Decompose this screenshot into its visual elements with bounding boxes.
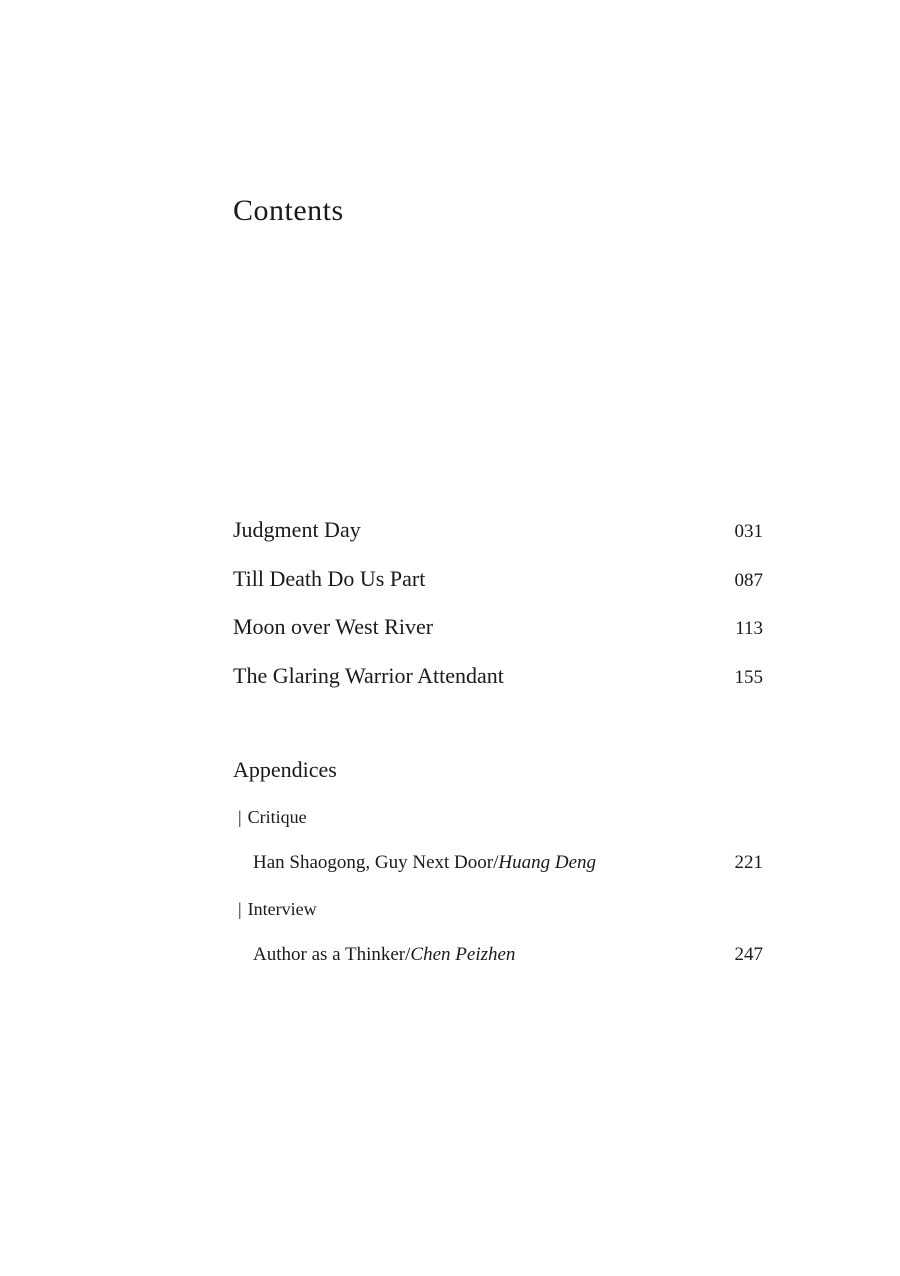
toc-entry-page: 031: [734, 521, 763, 542]
toc-entry-title: Judgment Day: [233, 517, 361, 542]
toc-entry-page: 087: [734, 570, 763, 591]
toc-entry-han-shaogong[interactable]: [253, 851, 763, 875]
appendix-section-critique: [238, 806, 307, 828]
toc-entry-page: 221: [734, 852, 763, 873]
section-label: Critique: [247, 807, 307, 827]
toc-entry-page: 113: [735, 618, 763, 639]
toc-entry-title: Till Death Do Us Part: [233, 566, 426, 591]
section-label: Interview: [247, 899, 317, 919]
toc-entry-moon-over-west-river[interactable]: [233, 614, 763, 640]
toc-entry-title: Moon over West River: [233, 614, 434, 639]
section-marker: |: [238, 807, 242, 827]
section-marker: |: [238, 899, 242, 919]
toc-entry-title: [253, 943, 515, 967]
entry-author: Huang Deng: [498, 852, 597, 873]
appendices-heading: Appendices: [233, 757, 337, 782]
toc-entry-judgment-day[interactable]: [233, 517, 763, 543]
entry-author: Chen Peizhen: [410, 944, 516, 965]
toc-entry-author-as-thinker[interactable]: [253, 943, 763, 967]
toc-entry-page: 247: [734, 944, 763, 965]
toc-entry-glaring-warrior[interactable]: [233, 663, 763, 689]
entry-title-text: Author as a Thinker/: [253, 944, 411, 965]
toc-entry-till-death[interactable]: [233, 566, 763, 592]
appendix-section-interview: [238, 898, 317, 920]
entry-title-text: Han Shaogong, Guy Next Door/: [253, 852, 499, 873]
page-title: Contents: [233, 194, 344, 227]
toc-entry-title: The Glaring Warrior Attendant: [233, 663, 504, 688]
toc-entry-title: [253, 851, 596, 875]
toc-entry-page: 155: [734, 667, 763, 688]
